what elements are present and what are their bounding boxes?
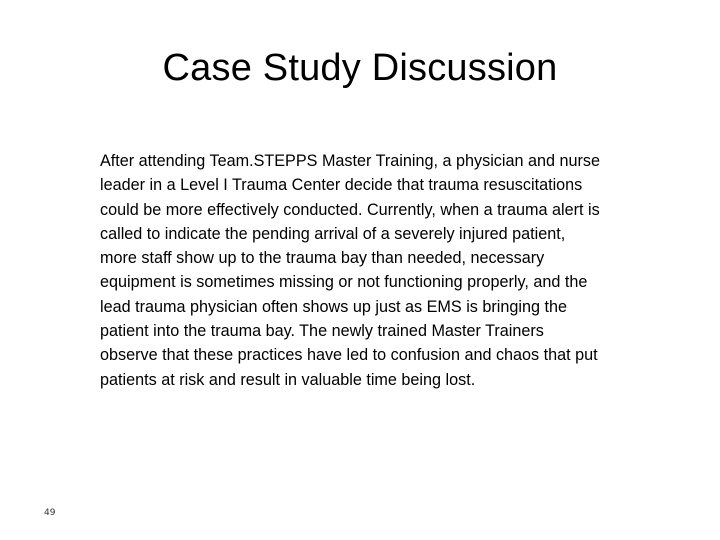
slide-title: Case Study Discussion [162, 47, 558, 89]
page-number: 49 [44, 508, 56, 518]
body-line: After attending Team.STEPPS Master Training, a physician and nurse [100, 152, 600, 170]
body-line: patients at risk and result in valuable time being lost. [100, 370, 476, 389]
body-line: leader in a Level I Trauma Center decide that trauma resuscitations [100, 176, 583, 195]
body-line: lead trauma physician often shows up just as EMS is bringing the [100, 297, 567, 316]
body-line: equipment is sometimes missing or not functioning properly, and the [100, 273, 588, 292]
body-line: more staff show up to the trauma bay than needed, necessary [100, 249, 545, 268]
body-line: patient into the trauma bay. The newly trained Master Trainers [100, 322, 544, 341]
body-line: observe that these practices have led to confusion and chaos that put [100, 346, 598, 365]
body-line: could be more effectively conducted. Currently, when a trauma alert is [100, 200, 600, 219]
body-line: called to indicate the pending arrival of a severely injured patient, [100, 224, 566, 243]
case-study-text [100, 149, 690, 392]
